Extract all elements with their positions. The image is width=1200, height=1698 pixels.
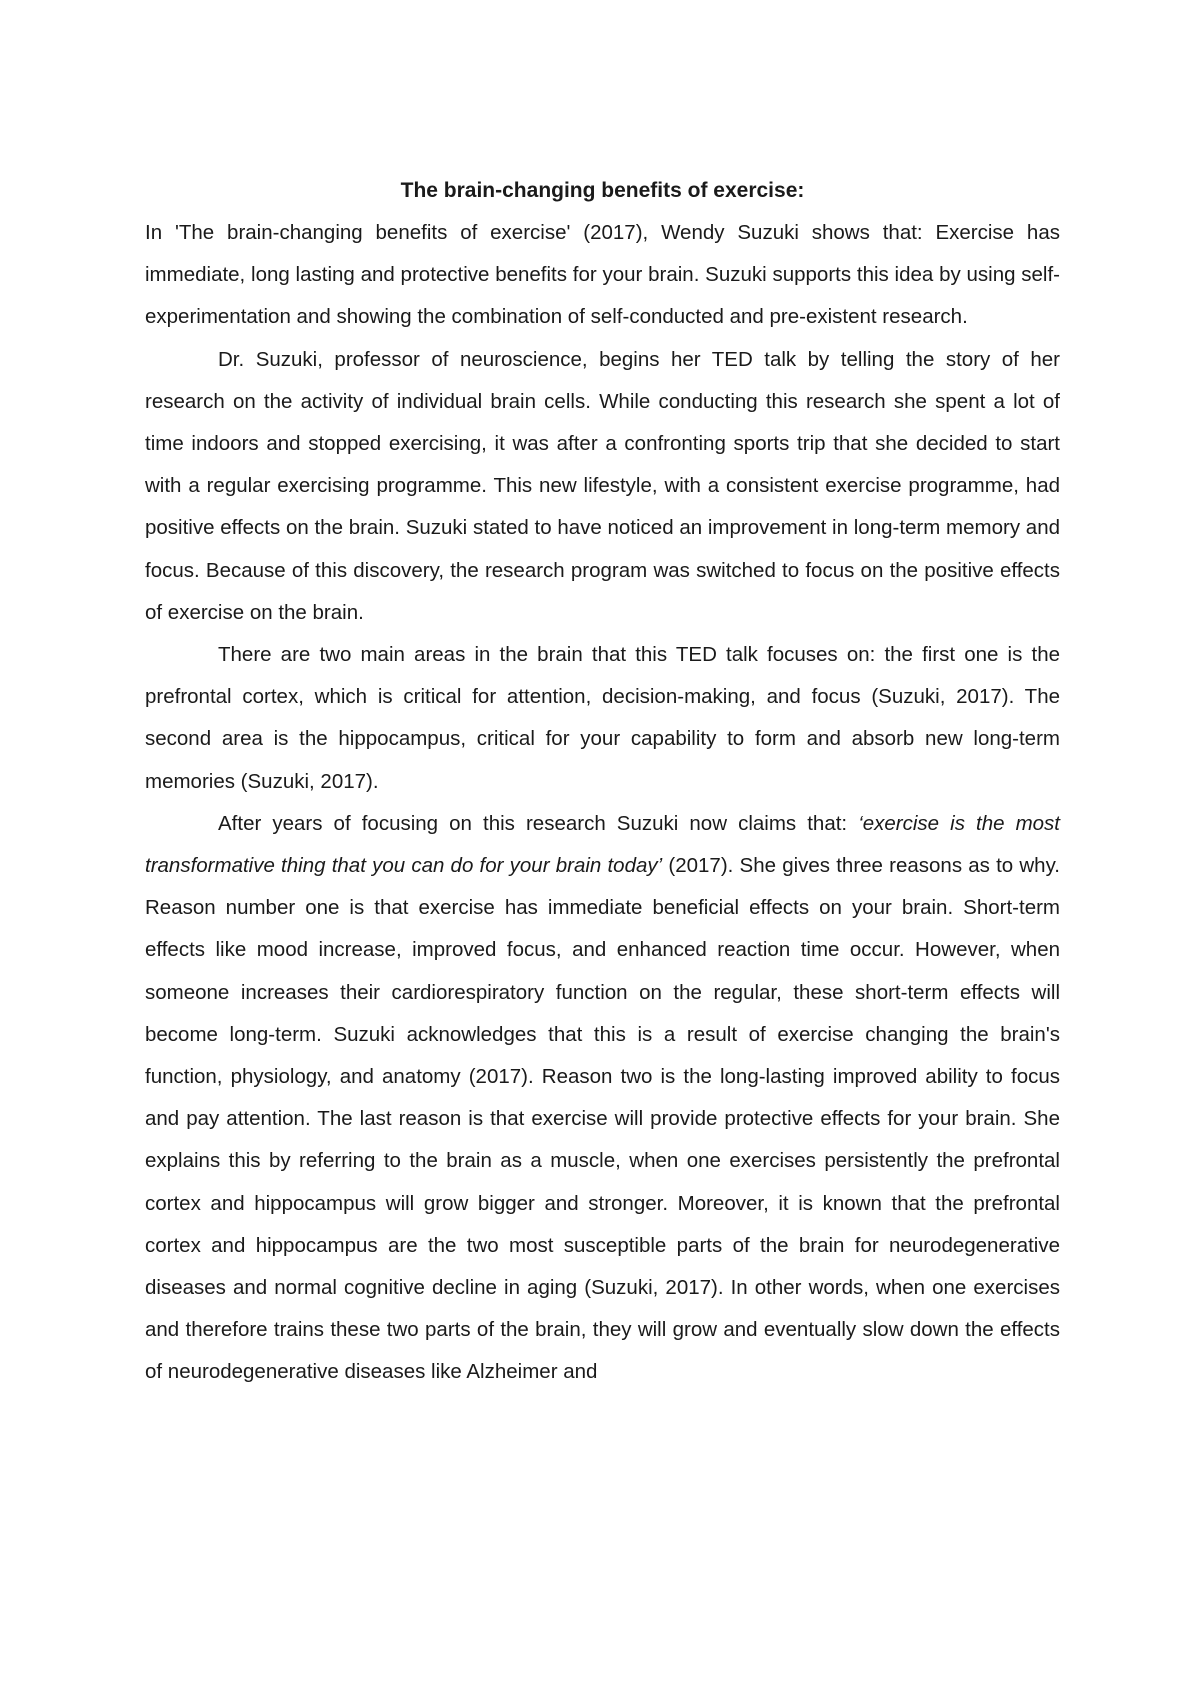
- paragraph-brain-areas: There are two main areas in the brain that this TED talk focuses on: the first one is the prefrontal cortex, which is critical for attention, decision-making, and focus (Suzuki, 2017). The second area is the hippocampus, critical for your capability to form and absorb new long-term memories (Suzuki, 2017).: [145, 643, 1060, 793]
- paragraph-intro: In 'The brain-changing benefits of exercise' (2017), Wendy Suzuki shows that: Exercise has immediate, long lasting and protective benefits for your brain. Suzuki supports this idea by using self-experimentation and showing the combination of self-conducted and pre-existent research.: [145, 221, 1060, 329]
- suzuki-quote: ‘exercise is the most transformative thing that you can do for your brain today’: [145, 811, 1061, 878]
- document-body: [145, 170, 1060, 1394]
- document-title: The brain-changing benefits of exercise:: [400, 179, 805, 202]
- paragraph-background: Dr. Suzuki, professor of neuroscience, begins her TED talk by telling the story of her research on the activity of individual brain cells. While conducting this research she spent a lot of time indoors and stopped exercising, it was after a confronting sports trip that she decided to start with a regular exercising programme. This new lifestyle, with a consistent exercise programme, had positive effects on the brain. Suzuki stated to have noticed an improvement in long-term memory and focus. Because of this discovery, the research program was switched to focus on the positive effects of exercise on the brain.: [145, 347, 1060, 624]
- reasons-body-text: (2017). She gives three reasons as to why. Reason number one is that exercise has immediate beneficial effects on your brain. Short-term effects like mood increase, improved focus, and enhanced reaction time occur. However, when someone increases their cardiorespiratory function on the regular, these short-term effects will become long-term. Suzuki acknowledges that this is a result of exercise changing the brain's function, physiology, and anatomy (2017). Reason two is the long-lasting improved ability to focus and pay attention. The last reason is that exercise will provide protective effects for your brain. She explains this by referring to the brain as a muscle, when one exercises persistently the prefrontal cortex and hippocampus will grow bigger and stronger. Moreover, it is known that the prefrontal cortex and hippocampus are the two most susceptible parts of the brain for neurodegenerative diseases and normal cognitive decline in aging (Suzuki, 2017). In other words, when one exercises and therefore trains these two parts of the brain, they will grow and eventually slow down the effects of neurodegenerative diseases like Alzheimer and: [145, 854, 1061, 1384]
- reasons-intro-text: After years of focusing on this research Suzuki now claims that:: [218, 811, 859, 835]
- paragraph-reasons: [145, 803, 1060, 1394]
